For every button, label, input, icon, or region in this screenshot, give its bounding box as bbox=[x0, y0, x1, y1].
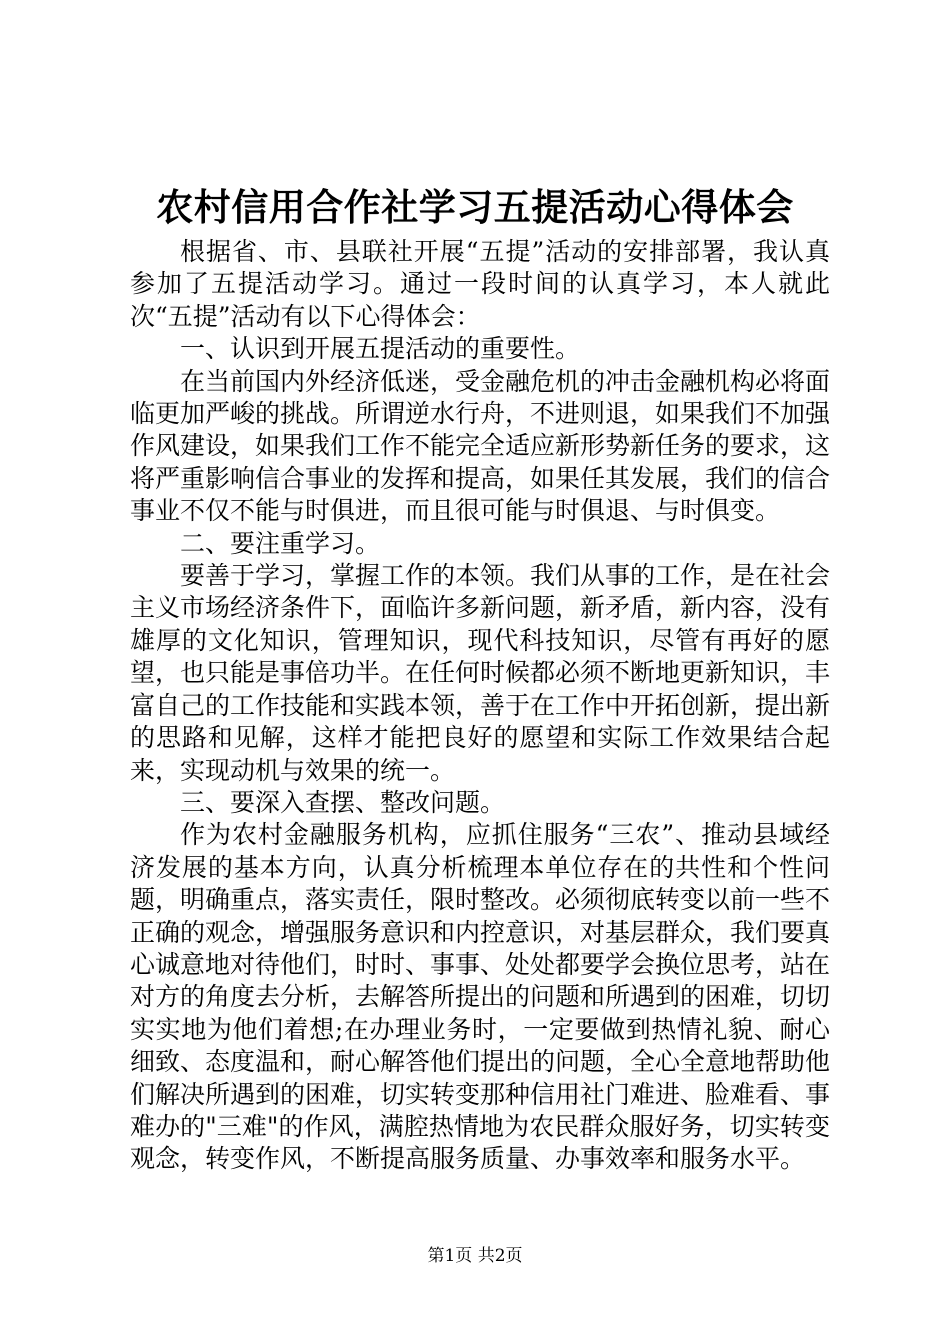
paragraph-section-3: 作为农村金融服务机构，应抓住服务“三农”、推动县域经济发展的基本方向，认真分析梳理本单位存在的共性和个性问题，明确重点，落实责任，限时整改。必须彻底转变以前一些不正确的观念，增强服务意识和内控意识，对基层群众，我们要真心诚意地对待他们，时时、事事、处处都要学会换位思考，站在对方的角度去分析，去解答所提出的问题和所遇到的困难，切切实实地为他们着想;在办理业务时，一定要做到热情礼貌、耐心细致、态度温和，耐心解答他们提出的问题，全心全意地帮助他们解决所遇到的困难，切实转变那种信用社门难进、脸难看、事难办的"三难"的作风，满腔热情地为农民群众服好务，切实转变观念，转变作风，不断提高服务质量、办事效率和服务水平。 bbox=[130, 820, 831, 1174]
page-number-footer: 第1页 共2页 bbox=[427, 1246, 523, 1266]
section-heading-2: 二、要注重学习。 bbox=[180, 528, 381, 558]
section-heading-3: 三、要深入查摆、整改问题。 bbox=[180, 787, 506, 817]
paragraph-intro: 根据省、市、县联社开展“五提”活动的安排部署，我认真参加了五提活动学习。通过一段时间的认真学习，本人就此次“五提”活动有以下心得体会： bbox=[130, 237, 830, 331]
paragraph-section-2: 要善于学习，掌握工作的本领。我们从事的工作，是在社会主义市场经济条件下，面临许多新问题，新矛盾，新内容，没有雄厚的文化知识，管理知识，现代科技知识，尽管有再好的愿望，也只能是事倍功半。在任何时候都必须不断地更新知识，丰富自己的工作技能和实践本领，善于在工作中开拓创新，提出新的思路和见解，这样才能把良好的愿望和实际工作效果结合起来，实现动机与效果的统一。 bbox=[130, 561, 831, 785]
paragraph-section-1: 在当前国内外经济低迷，受金融危机的冲击金融机构必将面临更加严峻的挑战。所谓逆水行舟，不进则退，如果我们不加强作风建设，如果我们工作不能完全适应新形势新任务的要求，这将严重影响信合事业的发挥和提高，如果任其发展，我们的信合事业不仅不能与时俱进，而且很可能与时俱退、与时俱变。 bbox=[130, 366, 831, 526]
section-heading-1: 一、认识到开展五提活动的重要性。 bbox=[180, 334, 581, 364]
document-title: 农村信用合作社学习五提活动心得体会 bbox=[156, 185, 794, 229]
document-body bbox=[130, 236, 830, 1176]
